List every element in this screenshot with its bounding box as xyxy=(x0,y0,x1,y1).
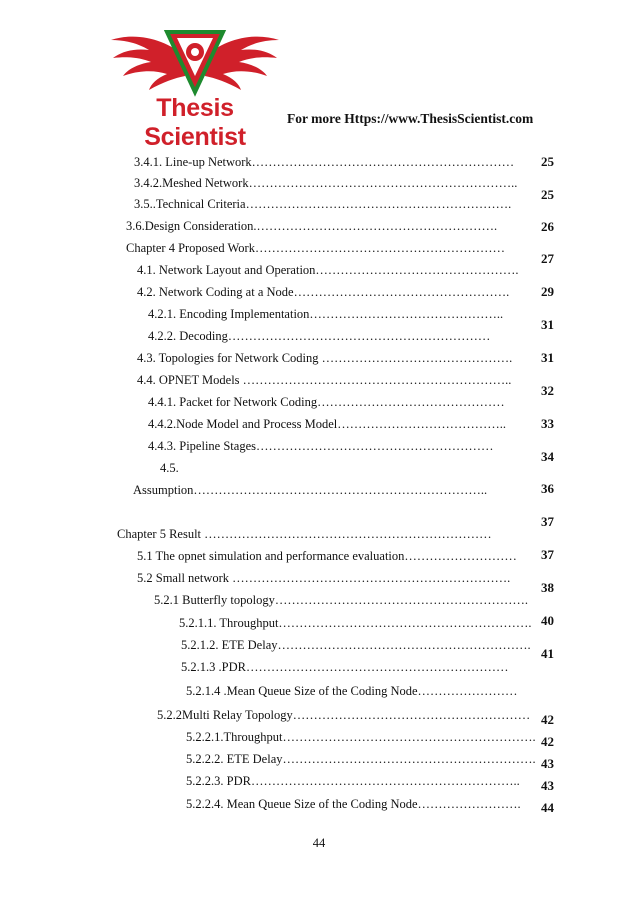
toc-entry: 4.4.1. Packet for Network Coding……………………………………… xyxy=(148,395,505,409)
toc-entry: 5.1 The opnet simulation and performance evaluation……………………… xyxy=(137,549,517,563)
toc-entry: 5.2.2.4. Mean Queue Size of the Coding Node……………………. xyxy=(186,797,521,811)
toc-page-number: 44 xyxy=(541,800,554,815)
toc-entry: 3.5..Technical Criteria………………………………………………………. xyxy=(134,197,512,211)
toc-page-number: 38 xyxy=(541,580,554,595)
toc-entry: 4.2.2. Decoding……………………………………………………… xyxy=(148,329,491,343)
toc-entry: 5.2.2.2. ETE Delay……………………………………………………. xyxy=(186,752,536,766)
toc-entry: 3.6.Design Consideration.…………………………………………………. xyxy=(126,219,498,233)
logo-wordmark: Thesis Scientist xyxy=(144,94,246,151)
toc-page-number: 26 xyxy=(541,219,554,234)
toc-page-number: 43 xyxy=(541,778,554,793)
toc-page-number: 42 xyxy=(541,712,554,727)
winged-triangle-emblem-icon xyxy=(105,18,285,98)
toc-entry: Chapter 4 Proposed Work…………………………………………………… xyxy=(126,241,505,255)
toc-entry: 4.5. xyxy=(160,461,179,475)
toc-page-number: 31 xyxy=(541,317,554,332)
toc-page-number: 25 xyxy=(541,154,554,169)
toc-entry: 3.4.2.Meshed Network……………………………………………………….. xyxy=(134,176,518,190)
toc-page-number: 32 xyxy=(541,383,554,398)
toc-page-number: 29 xyxy=(541,284,554,299)
toc-entry: 5.2.2Multi Relay Topology………………………………………………… xyxy=(157,708,531,722)
toc-page-number: 43 xyxy=(541,756,554,771)
toc-entry: 4.4.2.Node Model and Process Model………………………………….. xyxy=(148,417,506,431)
toc-entry: Chapter 5 Result …………………………………………………………… xyxy=(117,527,492,541)
toc-entry: Assumption…………………………………………………………….. xyxy=(133,483,488,497)
toc-entry: 5.2.2.1.Throughput……………………………………………………. xyxy=(186,730,536,744)
toc-page-number: 34 xyxy=(541,449,554,464)
toc-entry: 5.2.1.3 .PDR……………………………………………………… xyxy=(181,660,509,674)
toc-entry: 4.4. OPNET Models ……………………………………………………….. xyxy=(137,373,512,387)
toc-page-number: 37 xyxy=(541,514,554,529)
toc-entry: 5.2.1 Butterfly topology……………………………………………………. xyxy=(154,593,528,607)
toc-entry: 4.3. Topologies for Network Coding ………………………………………. xyxy=(137,351,513,365)
thesis-scientist-logo xyxy=(105,18,285,151)
toc-entry: 5.2.1.1. Throughput……………………………………………………. xyxy=(179,616,532,630)
site-url-line: For more Https://www.ThesisScientist.com xyxy=(287,111,534,126)
toc-page-number: 27 xyxy=(541,251,554,266)
toc-entry: 5.2.1.4 .Mean Queue Size of the Coding Node…………………… xyxy=(186,684,518,698)
toc-page-number: 33 xyxy=(541,416,554,431)
toc-entry: 4.2.1. Encoding Implementation……………………………………….. xyxy=(148,307,504,321)
toc-page-number: 25 xyxy=(541,187,554,202)
toc-entry: 4.2. Network Coding at a Node……………………………………………. xyxy=(137,285,510,299)
toc-entry: 4.4.3. Pipeline Stages………………………………………………… xyxy=(148,439,494,453)
toc-page-number: 41 xyxy=(541,646,554,661)
toc-entry: 4.1. Network Layout and Operation…………………………………………. xyxy=(137,263,519,277)
toc-page-number: 37 xyxy=(541,547,554,562)
toc-page-number: 40 xyxy=(541,613,554,628)
toc-entry: 3.4.1. Line-up Network……………………………………………………… xyxy=(134,155,515,169)
page-number: 44 xyxy=(312,836,326,850)
toc-page-number: 42 xyxy=(541,734,554,749)
toc-page-number: 36 xyxy=(541,481,554,496)
toc-page-number: 31 xyxy=(541,350,554,365)
toc-entry: 5.2 Small network …………………………………………………………. xyxy=(137,571,511,585)
toc-entry: 5.2.1.2. ETE Delay……………………………………………………. xyxy=(181,638,531,652)
toc-entry: 5.2.2.3. PDR……………………………………………………….. xyxy=(186,774,520,788)
